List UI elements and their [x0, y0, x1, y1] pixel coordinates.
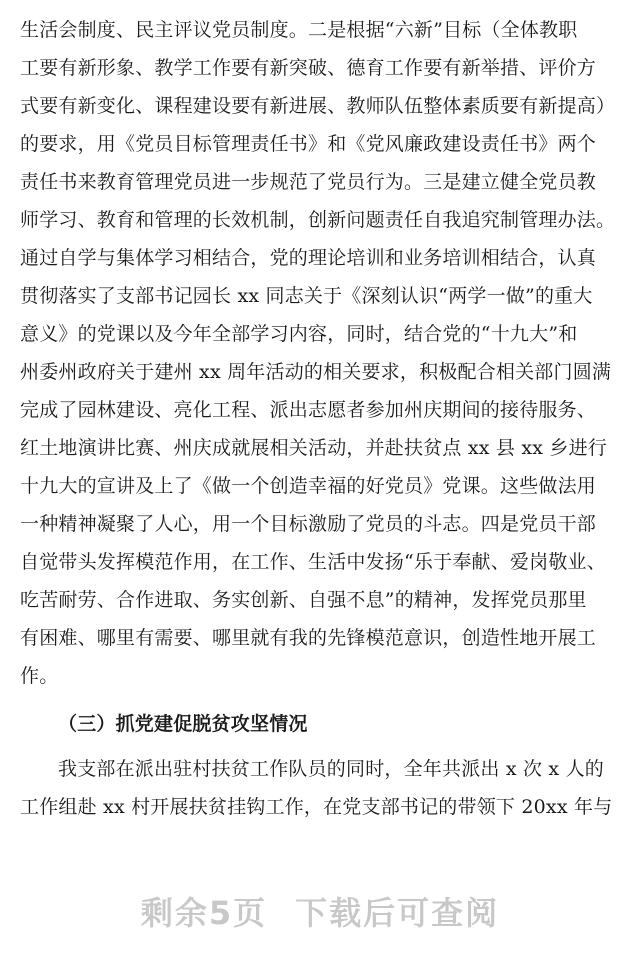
- text-line: 我支部在派出驻村扶贫工作队员的同时，全年共派出 x 次 x 人的: [58, 758, 604, 780]
- text-line: 师学习、教育和管理的长效机制，创新问题责任自我追究制管理办法。: [20, 209, 616, 231]
- text-line: 一种精神凝聚了人心，用一个目标激励了党员的斗志。四是党员干部: [20, 513, 597, 535]
- text-line: 工作组赴 xx 村开展扶贫挂钩工作，在党支部书记的带领下 20xx 年与: [20, 796, 613, 818]
- text-line: 生活会制度、民主评议党员制度。二是根据“六新”目标（全体教职: [20, 19, 578, 41]
- text-line: 贯彻落实了支部书记园长 xx 同志关于《深刻认识“两学一做”的重大: [20, 285, 593, 307]
- text-line: 吃苦耐劳、合作进取、务实创新、自强不息”的精神，发挥党员那里: [20, 589, 587, 611]
- text-line: 责任书来教育管理党员进一步规范了党员行为。三是建立健全党员教: [20, 171, 597, 193]
- text-line: 红土地演讲比赛、州庆成就展相关活动，并赴扶贫点 xx 县 xx 乡进行: [20, 437, 608, 459]
- text-line: 工要有新形象、教学工作要有新突破、德育工作要有新举措、评价方: [20, 57, 597, 79]
- text-line: 作。: [20, 665, 59, 687]
- text-line: 式要有新变化、课程建设要有新进展、教师队伍整体素质要有新提高）: [20, 95, 616, 117]
- text-line: 有困难、哪里有需要、哪里就有我的先锋模范意识，创造性地开展工: [20, 627, 597, 649]
- text-line: 通过自学与集体学习相结合，党的理论培训和业务培训相结合，认真: [20, 247, 597, 269]
- download-hint-text: 下载后可查阅: [295, 894, 500, 932]
- text-line: 意义》的党课以及今年全部学习内容，同时，结合党的“十九大”和: [20, 323, 578, 345]
- text-line: 完成了园林建设、亮化工程、派出志愿者参加州庆期间的接待服务、: [20, 399, 597, 421]
- text-line: 自觉带头发挥模范作用，在工作、生活中发扬“乐于奉献、爱岗敬业、: [20, 551, 606, 573]
- section-heading: （三）抓党建促脱贫攻坚情况: [58, 713, 308, 735]
- remaining-pages-text: 剩余5页: [140, 894, 268, 932]
- download-notice[interactable]: [0, 888, 640, 934]
- text-line: 的要求，用《党员目标管理责任书》和《党风廉政建设责任书》两个: [20, 133, 597, 155]
- text-line: 十九大的宣讲及上了《做一个创造幸福的好党员》党课。这些做法用: [20, 475, 597, 497]
- text-line: 州委州政府关于建州 xx 周年活动的相关要求，积极配合相关部门圆满: [20, 361, 612, 383]
